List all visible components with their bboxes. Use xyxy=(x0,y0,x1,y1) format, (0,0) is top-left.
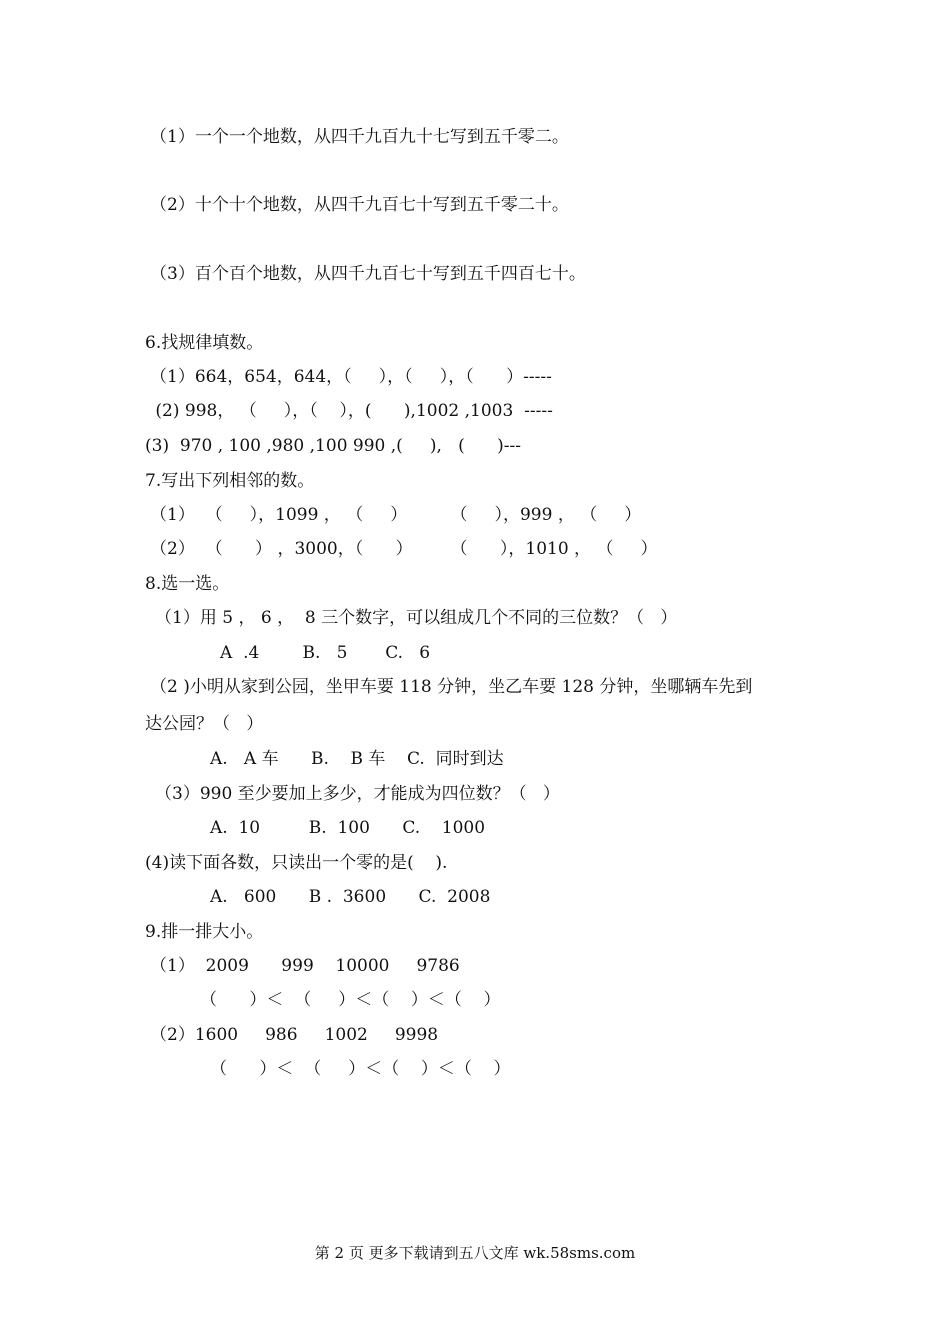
s8-q3: （3）990 至少要加上多少，才能成为四位数？（ ） xyxy=(155,784,560,804)
s8-q3-options: A. 10 B. 100 C. 1000 xyxy=(210,818,486,838)
s7-heading: 7.写出下列相邻的数。 xyxy=(145,471,315,491)
s5-item-2: （2）十个十个地数，从四千九百七十写到五千零二十。 xyxy=(150,195,569,215)
s9-line-1-blanks: （ ）＜ （ ）＜（ ）＜（ ） xyxy=(200,990,501,1010)
s8-q2-line-1: （2 )小明从家到公园，坐甲车要 118 分钟，坐乙车要 128 分钟，坐哪辆车先到 xyxy=(150,677,753,697)
s9-line-2: （2）1600 986 1002 9998 xyxy=(150,1025,439,1045)
s9-line-2-blanks: （ ）＜ （ ）＜（ ）＜（ ） xyxy=(210,1059,511,1079)
s5-item-3: （3）百个百个地数，从四千九百七十写到五千四百七十。 xyxy=(150,264,586,284)
s8-q1-options: A .4 B. 5 C. 6 xyxy=(220,643,431,663)
s6-heading: 6.找规律填数。 xyxy=(145,333,264,353)
s8-heading: 8.选一选。 xyxy=(145,574,230,594)
s6-line-2: (2) 998， （ ），（ ），( ),1002 ,1003 ----- xyxy=(150,401,553,421)
s8-q2-options: A. A 车 B. B 车 C. 同时到达 xyxy=(210,749,504,769)
s7-line-1: （1） （ ），1099 ， （ ） （ ），999 ， （ ） xyxy=(150,505,642,525)
s5-item-1: （1）一个一个地数，从四千九百九十七写到五千零二。 xyxy=(150,127,569,147)
page-footer: 第 2 页 更多下载请到五八文库 wk.58sms.com xyxy=(314,1244,636,1262)
s8-q2-line-2: 达公园？（ ） xyxy=(145,714,264,734)
s9-heading: 9.排一排大小。 xyxy=(145,922,264,942)
s8-q4: (4)读下面各数，只读出一个零的是( ). xyxy=(145,853,448,873)
s9-line-1: （1） 2009 999 10000 9786 xyxy=(150,956,460,976)
s8-q1: （1）用 5 ， 6 ， 8 三个数字，可以组成几个不同的三位数？（ ） xyxy=(155,608,678,628)
s6-line-1: （1）664，654，644，（ ），（ ），（ ）----- xyxy=(150,367,552,387)
s7-line-2: （2） （ ） ，3000，（ ） （ ），1010 ， （ ） xyxy=(150,539,658,559)
s6-line-3: (3) 970 , 100 ,980 ,100 990 ,( ), ( )--- xyxy=(145,436,521,456)
s8-q4-options: A. 600 B . 3600 C. 2008 xyxy=(210,887,491,907)
